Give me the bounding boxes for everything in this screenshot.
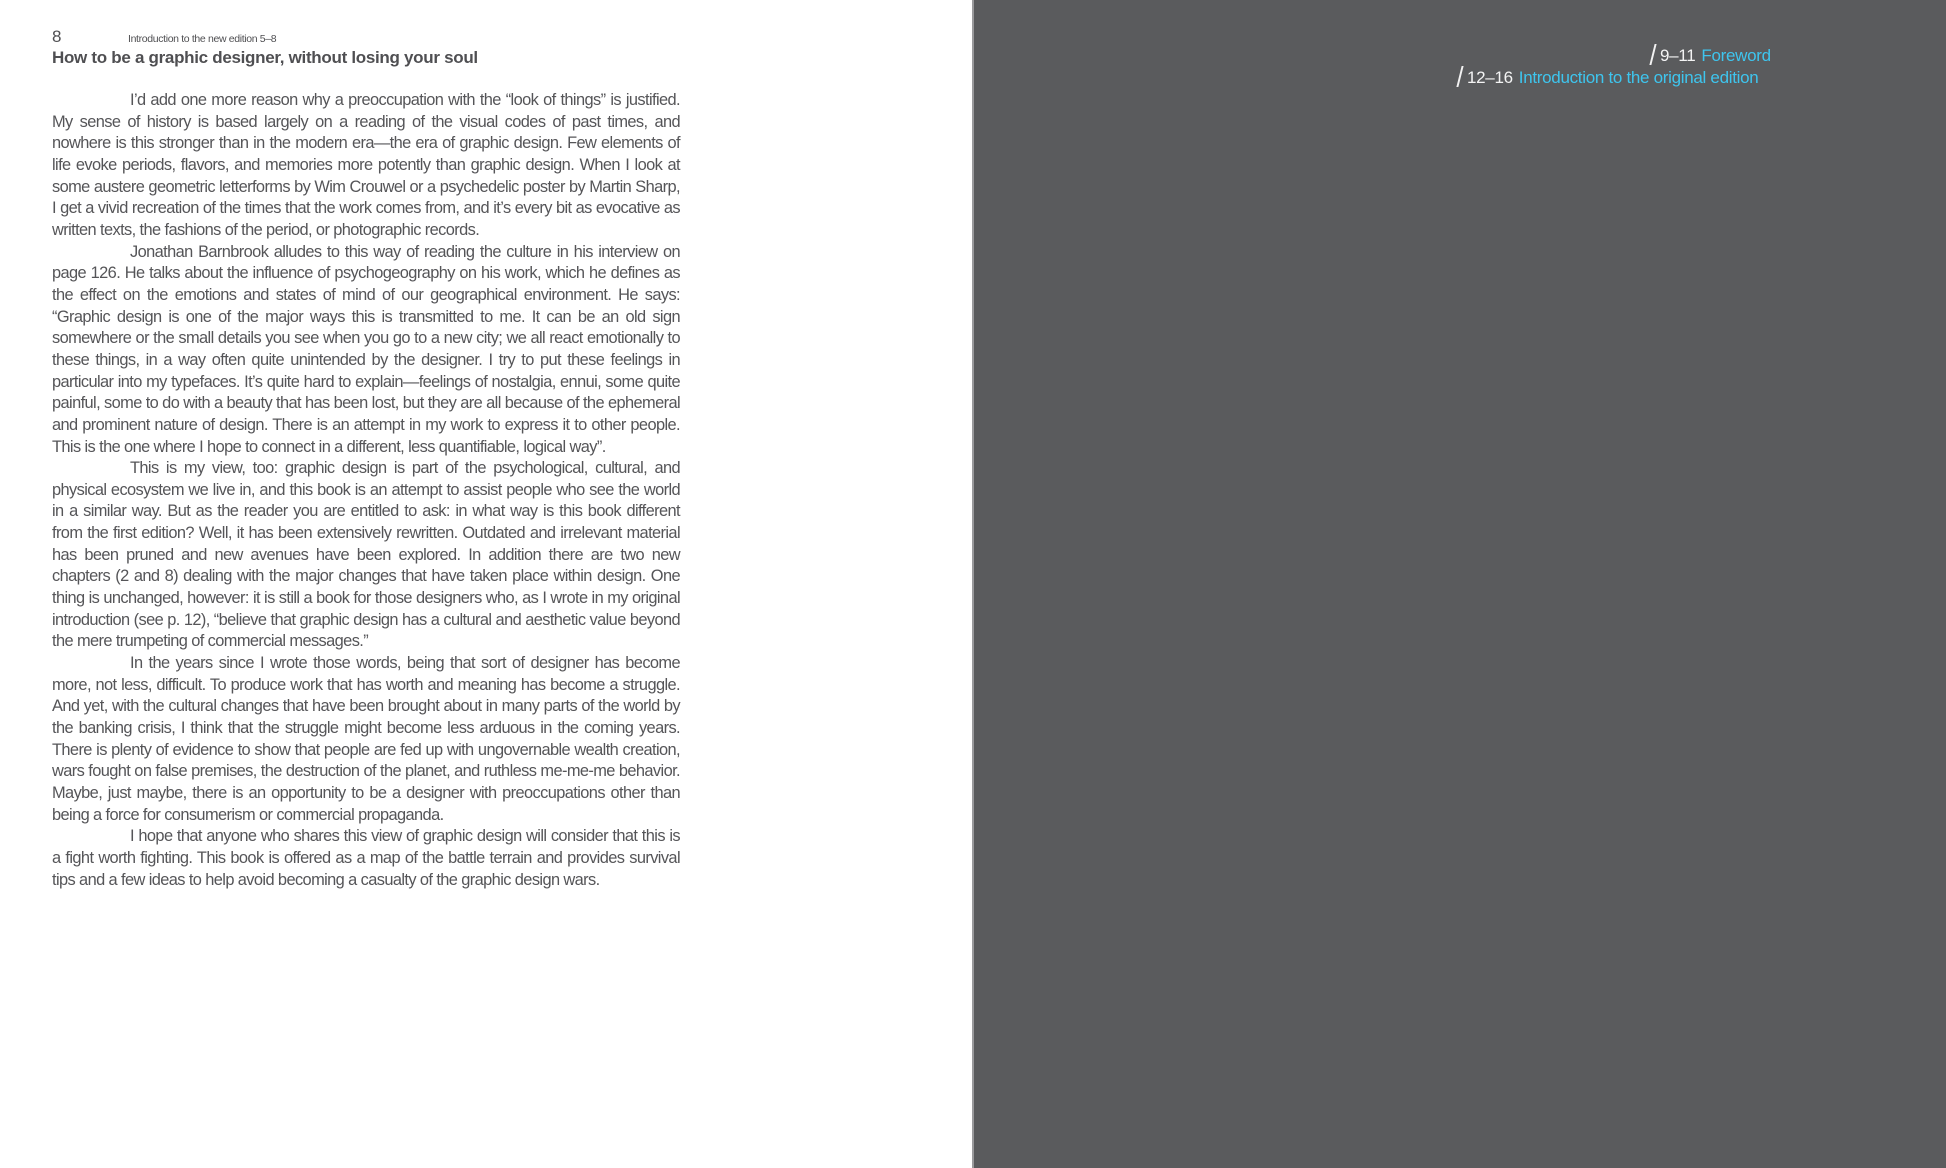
paragraph-1: I’d add one more reason why a preoccupation with the “look of things” is justified. My sense of history is based largely on a reading of the visual codes of past times, and nowhere is this stronger than in the modern era—the era of graphic design. Few elements of life evoke periods, flavors, and memories more potently than graphic design. When I look at some austere geometric letterforms by Wim Crouwel or a psychedelic poster by Martin Sharp, I get a vivid recreation of the times that the work comes from, and it’s every bit as evocative as written texts, the fashions of the period, or photographic records. bbox=[52, 91, 680, 239]
chapter-title: How to be a graphic designer, without losing your soul bbox=[52, 48, 478, 67]
left-page bbox=[0, 0, 972, 1168]
right-page bbox=[974, 0, 1946, 1168]
toc-entry-original-introduction[interactable] bbox=[1459, 66, 1758, 88]
section-reference: Introduction to the new edition 5–8 bbox=[128, 33, 277, 45]
toc-link-label[interactable]: Foreword bbox=[1701, 46, 1771, 65]
paragraph-3: This is my view, too: graphic design is part of the psychological, cultural, and physical ecosystem we live in, and this book is an attempt to assist people who see the world in a similar way. But as the reader you are entitled to ask: in what way is this book different from the first edition? Well, it has been extensively rewritten. Outdated and irrelevant material has been pruned and new avenues have been explored. In addition there are two new chapters (2 and 8) dealing with the major changes that have taken place within design. One thing is unchanged, however: it is still a book for those designers who, as I wrote in my original introduction (see p. 12), “believe that graphic design has a cultural and aesthetic value beyond the mere trumpeting of commercial messages.” bbox=[52, 459, 680, 651]
toc-entry-foreword[interactable] bbox=[1652, 44, 1771, 66]
paragraph-5: I hope that anyone who shares this view of graphic design will consider that this is a fight worth fighting. This book is offered as a map of the battle terrain and provides survival tips and a few ideas to help avoid becoming a casualty of the graphic design wars. bbox=[52, 827, 680, 889]
toc-page-range: 12–16 bbox=[1467, 68, 1513, 87]
page-number: 8 bbox=[52, 27, 61, 46]
paragraph-2: Jonathan Barnbrook alludes to this way of reading the culture in his interview on page 126. He talks about the influence of psychogeography on his work, which he defines as the effect on the emotions and states of mind of our geographical environment. He says: “Graphic design is one of the major ways this is transmitted to me. It can be an old sign somewhere or the small details you see when you go to a new city; we all react emotionally to these things, in a way often quite unintended by the designer. I try to put these feelings in particular into my typefaces. It’s quite hard to explain—feelings of nostalgia, ennui, some quite painful, some to do with a beauty that has been lost, but they are all because of the ephemeral and prominent nature of design. There is an attempt in my work to express it to other people. This is the one where I hope to connect in a different, less quantifiable, logical way”. bbox=[52, 242, 680, 456]
toc-page-range: 9–11 bbox=[1660, 46, 1696, 65]
paragraph-4: In the years since I wrote those words, being that sort of designer has become more, not less, difficult. To produce work that has worth and meaning has become a struggle. And yet, with the cultural changes that have been brought about in many parts of the world by the banking crisis, I think that the struggle might become less arduous in the coming years. There is plenty of evidence to show that people are fed up with ungovernable wealth creation, wars fought on false premises, the destruction of the planet, and ruthless me-me-me behavior. Maybe, just maybe, there is an opportunity to be a designer with preoccupations other than being a force for consumerism or commercial propaganda. bbox=[52, 654, 680, 824]
body-text bbox=[52, 90, 680, 891]
toc-link-label[interactable]: Introduction to the original edition bbox=[1518, 68, 1759, 87]
